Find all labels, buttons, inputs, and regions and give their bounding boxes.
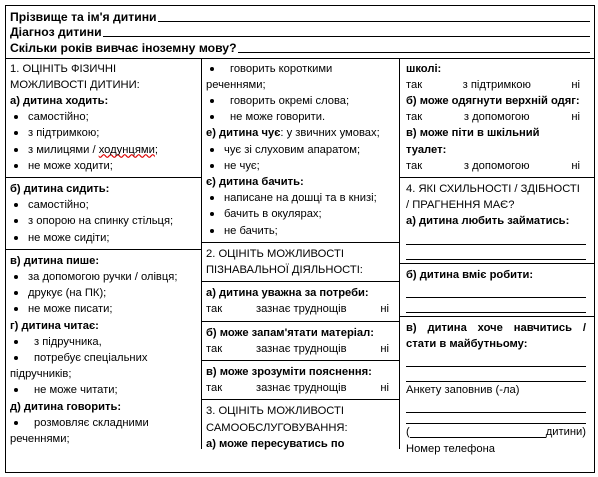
- spellcheck-underline: ходунцями: [98, 143, 155, 156]
- question-likes: а) дитина любить займатись:: [406, 215, 570, 228]
- divider: [202, 360, 399, 361]
- toilet-options[interactable]: так з допомогою ні: [406, 159, 580, 172]
- bullet-icon: [206, 206, 224, 222]
- section-title: / ПРАГНЕННЯ МАЄ?: [406, 199, 515, 212]
- hear-option[interactable]: чує зі слуховим апаратом;: [206, 142, 395, 158]
- can-answer-line[interactable]: [406, 298, 586, 313]
- bullet-icon: [10, 301, 28, 317]
- column-physical: [6, 59, 202, 449]
- divider: [202, 399, 399, 400]
- see-option[interactable]: не бачить;: [206, 223, 395, 239]
- walk-option[interactable]: самостійно;: [10, 109, 197, 125]
- hear-option[interactable]: не чує;: [206, 158, 395, 174]
- relation-field[interactable]: ( дитини): [406, 426, 586, 439]
- see-option[interactable]: бачить в окулярах;: [206, 206, 395, 222]
- bullet-icon: [206, 142, 224, 158]
- understand-options[interactable]: так зазнає труднощів ні: [206, 382, 389, 395]
- question-read: г) дитина читає:: [10, 319, 99, 332]
- phone-label: Номер телефона: [406, 442, 495, 455]
- speak-option[interactable]: не може говорити.: [206, 109, 395, 125]
- walk-option[interactable]: з милицями / ходунцями;: [10, 142, 197, 158]
- question-toilet: туалет:: [406, 143, 447, 156]
- section-title: 1. ОЦІНІТЬ ФІЗИЧНІ: [10, 62, 117, 75]
- speak-option-cont: реченнями;: [10, 432, 70, 445]
- question-speak: д) дитина говорить:: [10, 400, 122, 413]
- bullet-icon: [206, 158, 224, 174]
- question-can: б) дитина вміє робити:: [406, 268, 534, 281]
- question-remember: б) може запам'ятати матеріал:: [206, 326, 374, 339]
- section-title: 4. ЯКІ СХИЛЬНОСТІ / ЗДІБНОСТІ: [406, 182, 580, 195]
- section-title: 2. ОЦІНІТЬ МОЖЛИВОСТІ: [206, 247, 344, 260]
- divider: [202, 321, 399, 322]
- section-title: САМООБСЛУГОВУВАННЯ:: [206, 421, 348, 434]
- bullet-icon: [10, 197, 28, 213]
- sit-option[interactable]: з опорою на спинку стільця;: [10, 213, 197, 229]
- question-wants: стати в майбутньому:: [406, 337, 528, 350]
- form-columns: [6, 59, 594, 455]
- divider: [400, 263, 594, 264]
- years-line: [10, 39, 590, 55]
- read-option[interactable]: не може читати;: [10, 382, 197, 398]
- see-option[interactable]: написане на дошці та в книзі;: [206, 190, 395, 206]
- column-cognitive: [202, 59, 400, 449]
- bullet-icon: [10, 158, 28, 174]
- surname-label: Прізвище та ім'я дитини: [10, 9, 157, 24]
- section-title: ПІЗНАВАЛЬНОЇ ДІЯЛЬНОСТІ:: [206, 263, 363, 276]
- walk-option[interactable]: не може ходити;: [10, 158, 197, 174]
- question-wants: в) дитина хоче навчитись /: [406, 321, 586, 334]
- question-dress: б) може одягнути верхній одяг:: [406, 94, 580, 107]
- diagnosis-label: Діагноз дитини: [10, 25, 102, 39]
- divider: [6, 249, 201, 250]
- relation-line[interactable]: [410, 437, 546, 438]
- years-label: Скільки років вивчає іноземну мову?: [10, 40, 237, 55]
- read-option-cont: підручників;: [10, 368, 72, 381]
- question-move: а) може пересуватись по: [206, 437, 345, 450]
- bullet-icon: [10, 269, 28, 285]
- form-header: [6, 6, 594, 59]
- likes-answer-line[interactable]: [406, 230, 586, 245]
- section-title: 3. ОЦІНІТЬ МОЖЛИВОСТІ: [206, 405, 344, 418]
- bullet-icon: [10, 285, 28, 301]
- write-option[interactable]: друкує (на ПК);: [10, 285, 197, 301]
- filled-by-line[interactable]: [406, 413, 586, 424]
- speak-option-cont: реченнями;: [206, 78, 266, 91]
- bullet-icon: [10, 382, 34, 398]
- question-write: в) дитина пише:: [10, 254, 100, 267]
- questionnaire-form: [5, 5, 595, 473]
- surname-field[interactable]: [158, 21, 590, 22]
- bullet-icon: [206, 93, 230, 109]
- speak-option[interactable]: говорить короткими: [206, 61, 395, 77]
- wants-answer-line[interactable]: [406, 367, 586, 382]
- move-options[interactable]: так з підтримкою ні: [406, 78, 580, 91]
- can-answer-line[interactable]: [406, 283, 586, 298]
- likes-answer-line[interactable]: [406, 245, 586, 260]
- question-see: є) дитина бачить:: [206, 175, 304, 188]
- bullet-icon: [10, 213, 28, 229]
- column-selfcare-talents: [400, 59, 594, 455]
- read-option[interactable]: потребує спеціальних: [10, 350, 197, 366]
- bullet-icon: [10, 125, 28, 141]
- divider: [202, 242, 399, 243]
- divider: [6, 177, 201, 178]
- write-option[interactable]: за допомогою ручки / олівця;: [10, 269, 197, 285]
- question-attention: а) дитина уважна за потреби:: [206, 287, 369, 300]
- bullet-icon: [206, 223, 224, 239]
- bullet-icon: [206, 109, 230, 125]
- bullet-icon: [10, 230, 28, 246]
- bullet-icon: [10, 109, 28, 125]
- bullet-icon: [10, 415, 34, 431]
- diagnosis-line: [10, 24, 590, 40]
- diagnosis-field[interactable]: [103, 36, 590, 37]
- speak-option[interactable]: говорить окремі слова;: [206, 93, 395, 109]
- question-hear: е) дитина чує: у звичних умовах;: [206, 127, 380, 140]
- divider: [400, 177, 594, 178]
- section-title: МОЖЛИВОСТІ ДИТИНИ:: [10, 78, 140, 91]
- walk-option[interactable]: з підтримкою;: [10, 125, 197, 141]
- divider: [202, 281, 399, 282]
- question-toilet: в) може піти в шкільний: [406, 127, 540, 140]
- bullet-icon: [206, 61, 230, 77]
- speak-option[interactable]: розмовляє складними: [10, 415, 197, 431]
- surname-line: [10, 8, 590, 24]
- question-walk: а) дитина ходить:: [10, 94, 109, 107]
- bullet-icon: [10, 350, 34, 366]
- dress-options[interactable]: так з допомогою ні: [406, 111, 580, 124]
- question-move-cont: школі:: [406, 62, 442, 75]
- write-option[interactable]: не може писати;: [10, 301, 197, 317]
- question-understand: в) може зрозуміти пояснення:: [206, 365, 372, 378]
- bullet-icon: [10, 334, 34, 350]
- sit-option[interactable]: самостійно;: [10, 197, 197, 213]
- filled-by-label: Анкету заповнив (-ла): [406, 384, 520, 397]
- question-sit: б) дитина сидить:: [10, 182, 110, 195]
- bullet-icon: [10, 142, 28, 158]
- sit-option[interactable]: не може сидіти;: [10, 230, 197, 246]
- bullet-icon: [206, 190, 224, 206]
- wants-answer-line[interactable]: [406, 352, 586, 367]
- attention-options[interactable]: так зазнає труднощів ні: [206, 303, 389, 316]
- filled-by-line[interactable]: [406, 398, 586, 413]
- divider: [400, 316, 594, 317]
- years-field[interactable]: [238, 52, 590, 53]
- read-option[interactable]: з підручника,: [10, 334, 197, 350]
- remember-options[interactable]: так зазнає труднощів ні: [206, 342, 389, 355]
